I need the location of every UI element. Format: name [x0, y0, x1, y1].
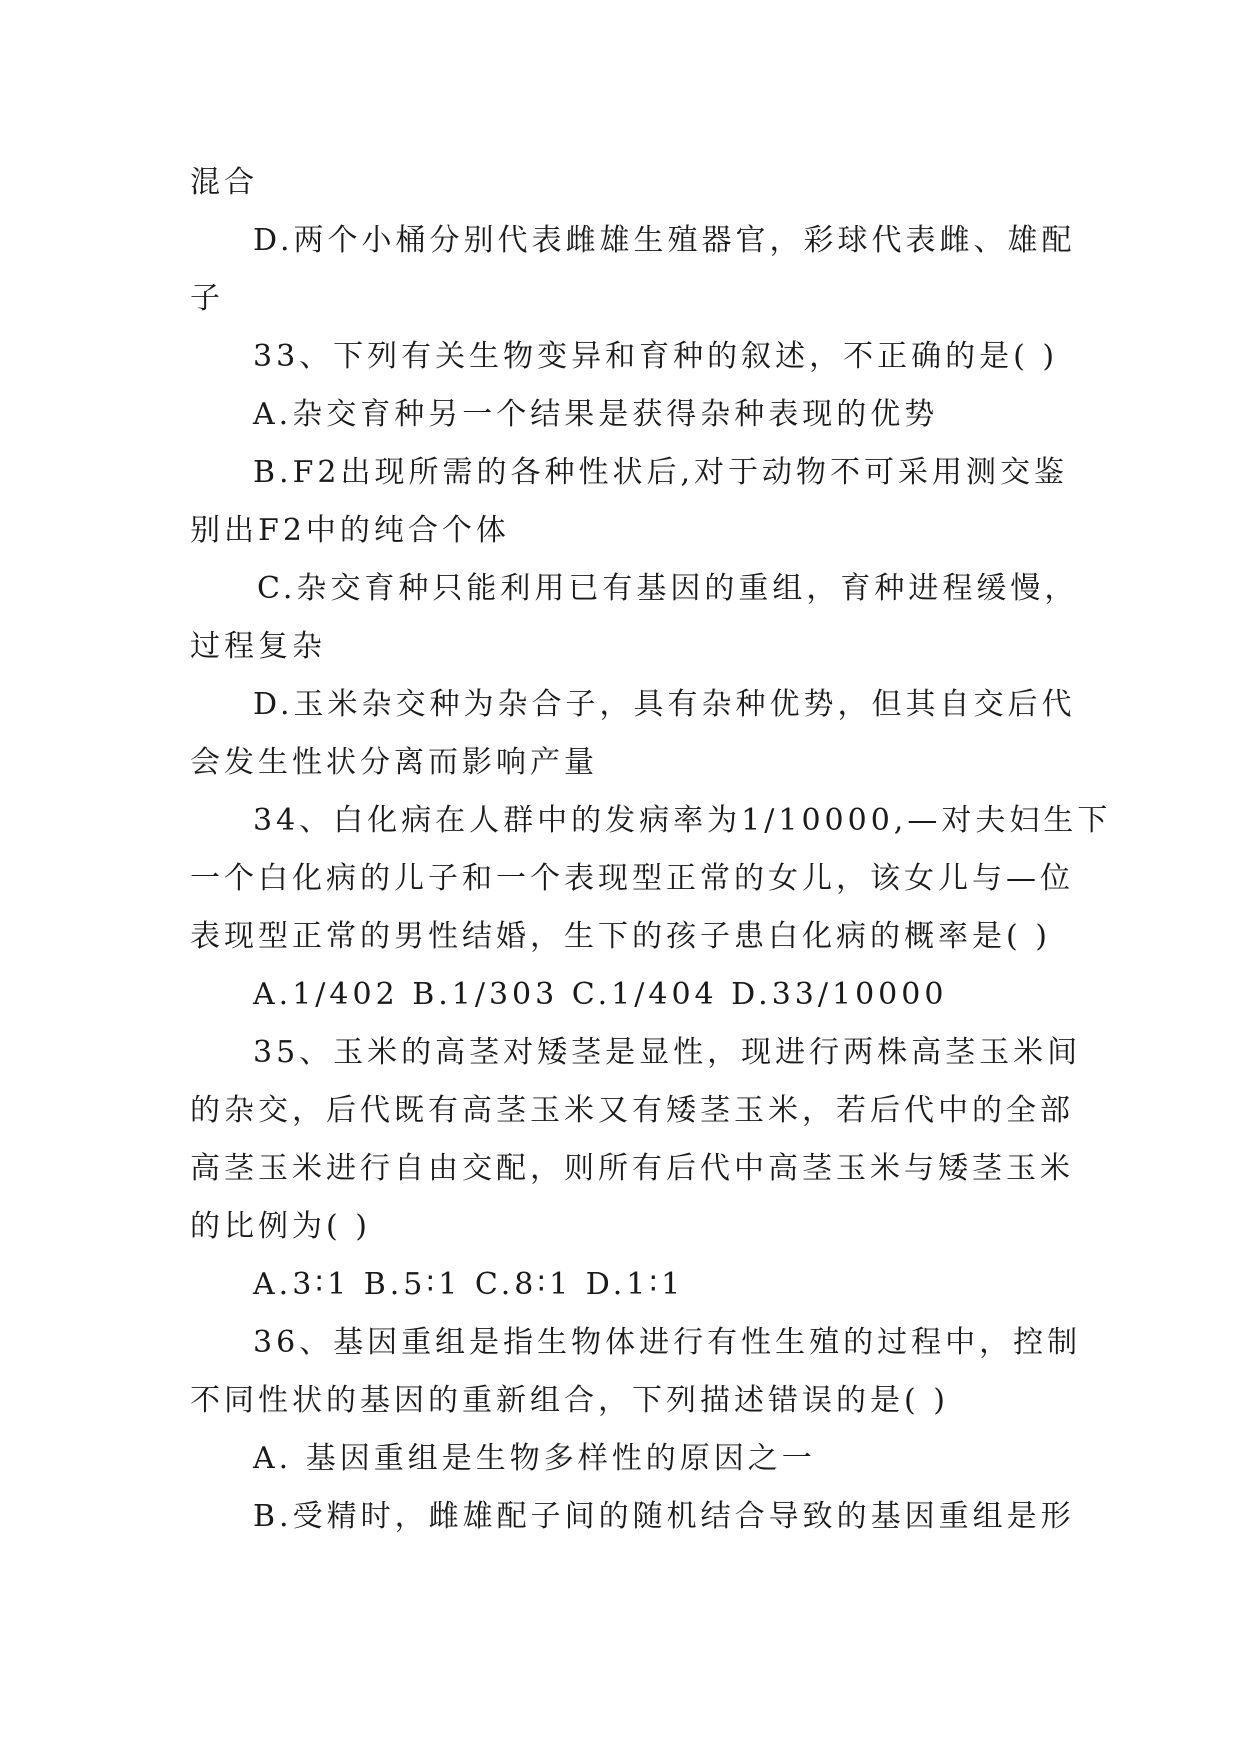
text-line: 的比例为( )	[190, 1209, 371, 1244]
option-a: A.杂交育种另一个结果是获得杂种表现的优势	[253, 397, 939, 432]
text-line: 一个白化病的儿子和一个表现型正常的女儿，该女儿与—位	[190, 861, 1074, 896]
text-line: 高茎玉米进行自由交配，则所有后代中高茎玉米与矮茎玉米	[190, 1151, 1074, 1186]
option-b: B.受精时，雌雄配子间的随机结合导致的基因重组是形	[253, 1499, 1075, 1534]
text-line: 会发生性状分离而影响产量	[190, 745, 598, 780]
text-line: 的杂交，后代既有高茎玉米又有矮茎玉米，若后代中的全部	[190, 1093, 1074, 1128]
option-b: B.F2出现所需的各种性状后,对于动物不可采用测交鉴	[253, 455, 1069, 490]
question-35: 35、玉米的高茎对矮茎是显性，现进行两株高茎玉米间	[253, 1035, 1082, 1070]
text-line: 过程复杂	[190, 629, 326, 664]
option-d: D.玉米杂交种为杂合子，具有杂种优势，但其自交后代	[253, 687, 1076, 722]
option-a: A. 基因重组是生物多样性的原因之一	[253, 1441, 816, 1476]
options-35: A.3∶1 B.5∶1 C.8∶1 D.1∶1	[253, 1267, 685, 1302]
text-line: 混合	[190, 165, 258, 200]
question-36: 36、基因重组是指生物体进行有性生殖的过程中，控制	[253, 1325, 1082, 1360]
text-line: 别出F2中的纯合个体	[190, 513, 510, 548]
text-line: 不同性状的基因的重新组合，下列描述错误的是( )	[190, 1383, 949, 1418]
options-34: A.1/402 B.1/303 C.1/404 D.33/10000	[253, 977, 948, 1012]
text-line: 表现型正常的男性结婚，生下的孩子患白化病的概率是( )	[190, 919, 1051, 954]
text-line: 子	[190, 281, 224, 316]
question-33: 33、下列有关生物变异和育种的叙述，不正确的是( )	[253, 339, 1059, 374]
question-34: 34、白化病在人群中的发病率为1/10000,—对夫妇生下	[253, 803, 1112, 838]
option-c: C.杂交育种只能利用已有基因的重组，育种进程缓慢，	[257, 571, 1079, 606]
option-d: D.两个小桶分别代表雌雄生殖器官，彩球代表雌、雄配	[253, 223, 1076, 258]
